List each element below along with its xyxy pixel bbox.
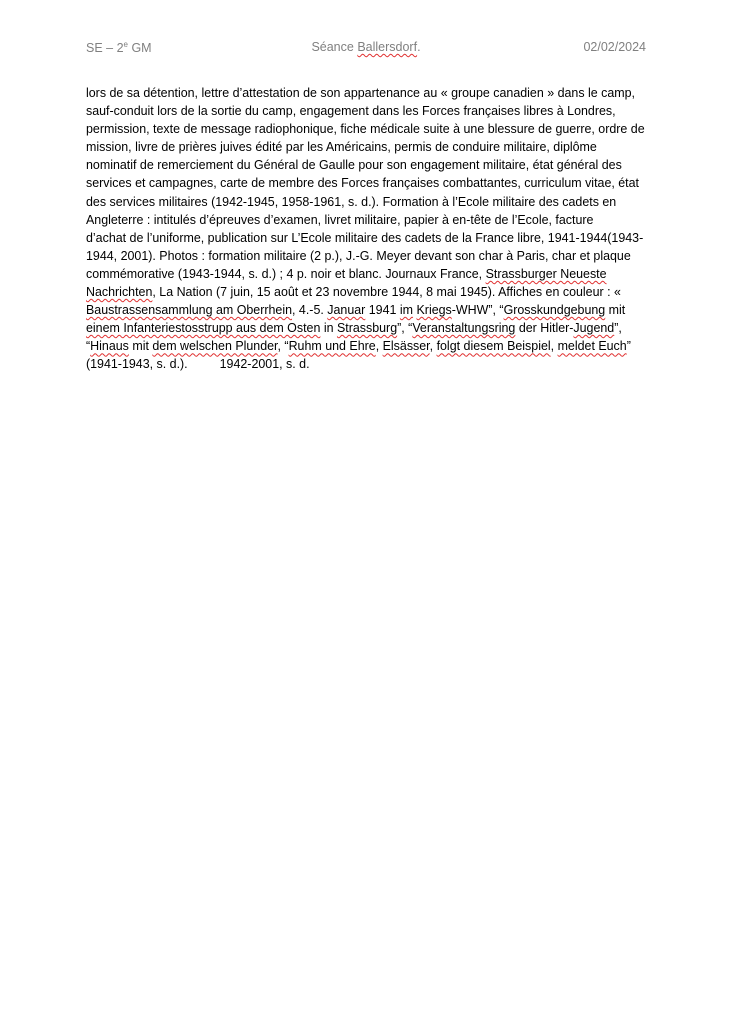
text-span: ,: [429, 339, 437, 354]
header-session-suffix: .: [417, 40, 421, 54]
spellcheck-span: einem Infanteriestosstrupp aus dem Osten: [86, 321, 321, 336]
text-line: [86, 337, 648, 355]
text-span: ”, “: [397, 321, 413, 336]
text-line: 1944, 2001). Photos : formation militaire (2 p.), J.-G. Meyer devant son char à Paris, char et plaque: [86, 248, 631, 263]
header-session: [86, 40, 646, 54]
text-line: mission, livre de prières juives édité par les Américains, permis de conduire militaire, diplôme: [86, 140, 597, 155]
text-span: mit: [128, 339, 153, 354]
spellcheck-span: Jugend: [573, 321, 615, 336]
text-line: [86, 355, 648, 373]
spellcheck-span: Nachrichten: [86, 285, 153, 300]
text-span: ,: [550, 339, 558, 354]
spellcheck-span: folgt diesem Beispiel: [436, 339, 551, 354]
text-line: services et campagnes, carte de membre des Forces françaises combattantes, curriculum vitae, état: [86, 176, 640, 191]
text-span: (1941-1943, s. d.).: [86, 357, 188, 372]
header-session-name: Ballersdorf: [357, 40, 418, 54]
text-span: 1942-2001, s. d.: [219, 357, 310, 372]
spellcheck-span: im: [399, 303, 414, 318]
header-date: 02/02/2024: [583, 40, 646, 54]
text-line: Angleterre : intitulés d’épreuves d’examen, livret militaire, papier à en-tête de l’Ecole, facture: [86, 212, 594, 227]
spellcheck-span: Baustrassensammlung am Oberrhein: [86, 303, 293, 318]
text-line: permission, texte de message radiophonique, fiche médicale suite à une blessure de guerre, ordre de: [86, 122, 645, 137]
text-span: mit: [605, 303, 626, 318]
text-span: commémorative (1943-1944, s. d.) ; 4 p. noir et blanc. Journaux France,: [86, 266, 486, 281]
spellcheck-span: Hinaus: [90, 339, 129, 354]
text-line: [86, 301, 648, 319]
text-span: “: [86, 339, 91, 354]
text-line: [86, 319, 648, 337]
page-header: [86, 40, 646, 58]
text-span: -WHW”, “: [451, 303, 504, 318]
spellcheck-span: meldet Euch: [557, 339, 627, 354]
header-session-prefix: Séance: [311, 40, 358, 54]
spellcheck-span: Grosskundgebung: [503, 303, 606, 318]
text-span: ”: [626, 339, 631, 354]
text-span: der Hitler-: [515, 321, 574, 336]
body-paragraph: [86, 84, 648, 374]
text-span: , “: [277, 339, 289, 354]
header-series-rest: GM: [127, 41, 152, 56]
spellcheck-span: Januar: [327, 303, 366, 318]
text-span: ,: [375, 339, 383, 354]
text-span: in: [320, 321, 337, 336]
text-line: des services militaires (1942-1945, 1958-1961, s. d.). Formation à l’Ecole militaire des cadets en: [86, 194, 617, 209]
spellcheck-span: Strassburg: [336, 321, 398, 336]
text-span: , La Nation (7 juin, 15 août et 23 novembre 1944, 8 mai 1945). Affiches en couleur : «: [152, 285, 621, 300]
text-span: ”,: [614, 321, 622, 336]
text-line: [86, 283, 648, 301]
text-span: , 4.-5.: [292, 303, 328, 318]
spellcheck-span: Elsässer: [382, 339, 430, 354]
spellcheck-span: Strassburger Neueste: [485, 266, 607, 281]
text-line: nominatif de remerciement du Général de Gaulle pour son engagement militaire, état général des: [86, 158, 622, 173]
text-line: lors de sa détention, lettre d’attestation de son appartenance au « groupe canadien » dans le camp,: [86, 86, 636, 100]
text-line: sauf-conduit lors de la sortie du camp, engagement dans les Forces françaises libres à Londres,: [86, 104, 616, 119]
spellcheck-span: Veranstaltungsring: [412, 321, 516, 336]
spellcheck-span: dem welschen Plunder: [152, 339, 278, 354]
header-series-sup: e: [123, 40, 128, 49]
spellcheck-span: Ruhm und Ehre: [288, 339, 376, 354]
header-series-main: SE – 2: [86, 41, 124, 56]
text-span: 1941: [365, 303, 400, 318]
text-line: [86, 265, 648, 283]
text-line: d’achat de l’uniforme, publication sur L’Ecole militaire des cadets de la France libre, 1941-1944(1943-: [86, 230, 644, 245]
spellcheck-span: Kriegs: [416, 303, 452, 318]
